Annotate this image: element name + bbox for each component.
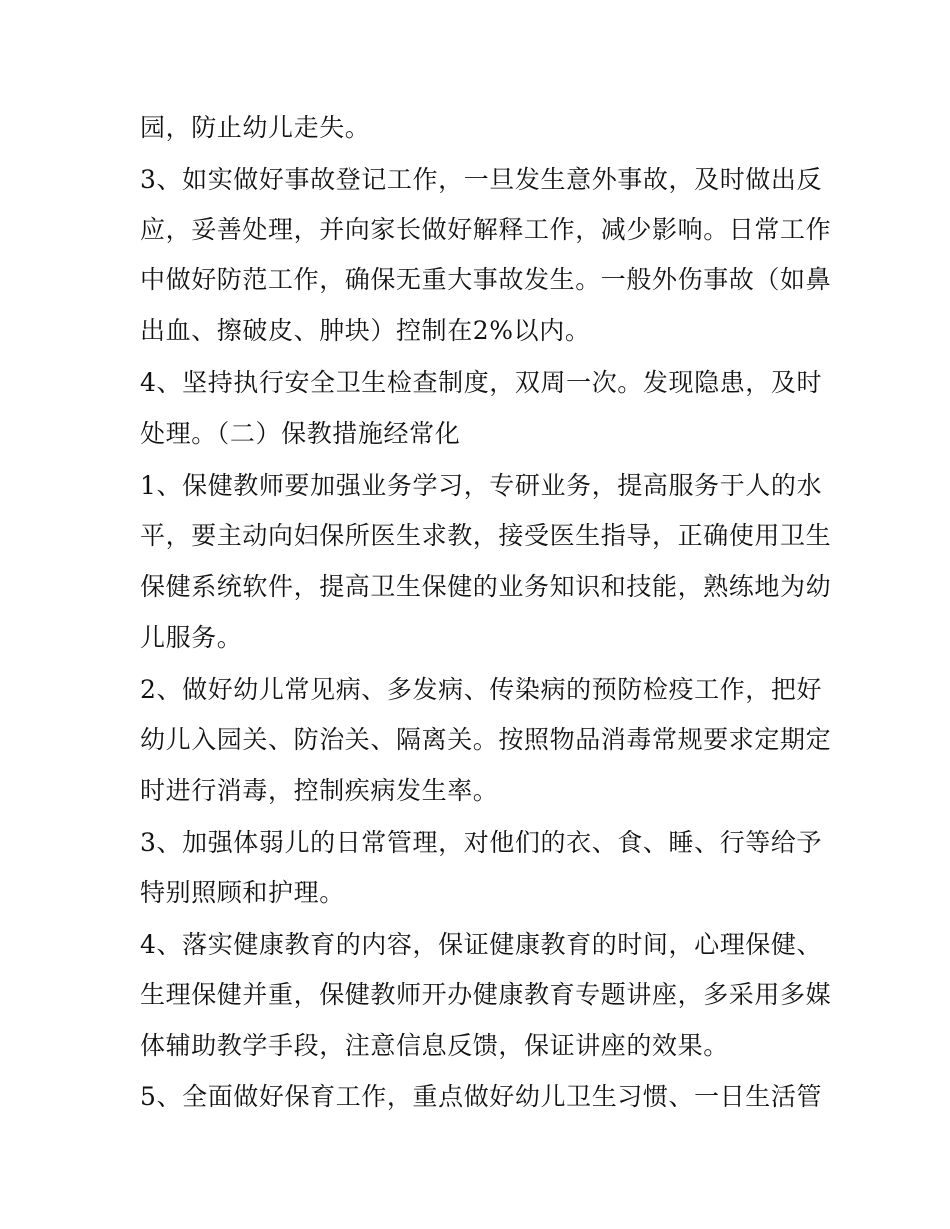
text-line: 处理。（二）保教措施经常化 [140,419,461,448]
text-line: 3、加强体弱儿的日常管理，对他们的衣、食、睡、行等给予 [140,828,823,857]
text-line: 体辅助教学手段，注意信息反馈，保证讲座的效果。 [140,1031,729,1060]
text-line: 中做好防范工作，确保无重大事故发生。一般外伤事故（如鼻 [140,265,832,294]
text-line: 出血、擦破皮、肿块）控制在2%以内。 [140,316,591,345]
text-line: 儿服务。 [140,623,243,652]
text-line: 生理保健并重，保健教师开办健康教育专题讲座，多采用多媒 [140,980,832,1009]
text-line: 特别照顾和护理。 [140,878,345,907]
text-line: 园，防止幼儿走失。 [140,113,371,142]
text-line: 2、做好幼儿常见病、多发病、传染病的预防检疫工作，把好 [140,675,823,704]
text-line: 幼儿入园关、防治关、隔离关。按照物品消毒常规要求定期定 [140,725,832,754]
text-line: 4、落实健康教育的内容，保证健康教育的时间，心理保健、 [140,930,823,959]
text-line: 1、保健教师要加强业务学习，专研业务，提高服务于人的水 [140,471,823,500]
text-line: 平，要主动向妇保所医生求教，接受医生指导，正确使用卫生 [140,521,832,550]
text-line: 5、全面做好保育工作，重点做好幼儿卫生习惯、一日生活管 [140,1082,823,1111]
text-line: 保健系统软件，提高卫生保健的业务知识和技能，熟练地为幼 [140,572,832,601]
text-line: 应，妥善处理，并向家长做好解释工作，减少影响。日常工作 [140,215,832,244]
text-line: 时进行消毒，控制疾病发生率。 [140,776,499,805]
text-line: 3、如实做好事故登记工作，一旦发生意外事故，及时做出反 [140,165,823,194]
text-line: 4、坚持执行安全卫生检查制度，双周一次。发现隐患，及时 [140,368,823,397]
